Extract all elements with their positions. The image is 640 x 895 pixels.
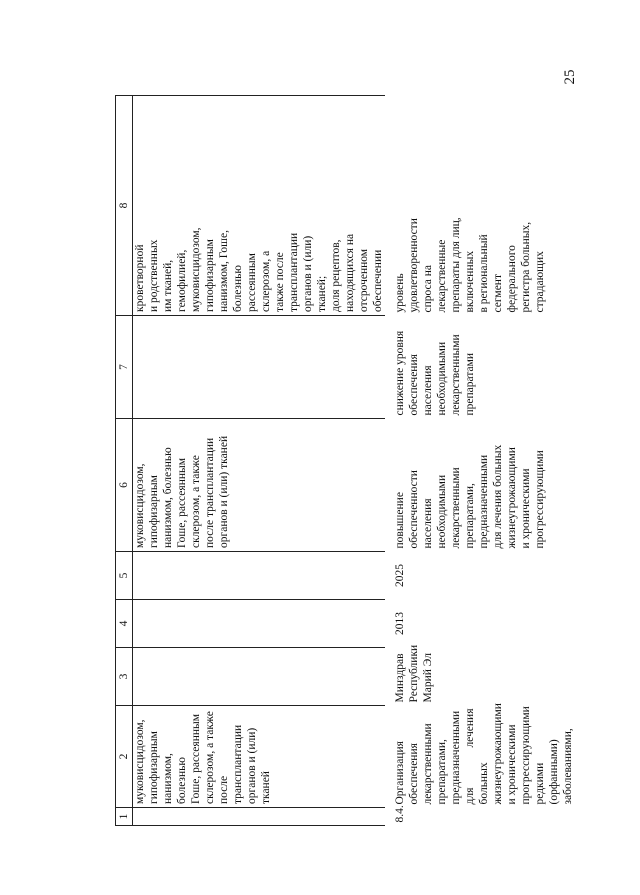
table-cell: 2025	[394, 564, 406, 587]
table-cell: уровень удовлетворенности спроса на лекарственные препараты для лиц, включенных в региональный сегмент федерального регистра больных, страдающих	[394, 217, 546, 313]
table-row-8-4	[385, 96, 575, 826]
table-cell: Минздрав Республики Марий Эл	[394, 644, 434, 703]
table-cell	[133, 316, 386, 419]
rotated-table-container	[115, 96, 595, 826]
table-cell	[133, 600, 386, 648]
page-number: 25	[562, 69, 578, 85]
table-cell: 2013	[394, 612, 406, 635]
table-cell	[133, 552, 386, 600]
table-row-continuation	[133, 96, 386, 826]
table-cell: муковисцидозом, гипофизарным нанизмом, болезнью Гоше, рассеянным склерозом, а также после трансплантации органов и (или) тканей	[133, 419, 386, 552]
column-header-5: 5	[116, 552, 133, 600]
column-header-7: 7	[116, 316, 133, 419]
column-header-3: 3	[116, 648, 133, 706]
program-measures-table	[115, 95, 575, 826]
table-cell: повышение обеспеченности населения необходимыми лекарственными препаратами, предназначенными для лечения больных жизнеугрожающими и хроническими прогрессирующими	[394, 444, 546, 549]
table-cell	[133, 808, 386, 826]
table-cell: муковисцидозом, гипофизарным нанизмом, болезнью Гоше, рассеянным склерозом, а также после трансплантации органов и (или) тканей	[133, 706, 386, 808]
table-cell: снижение уровня обеспечения населения необходимыми лекарственными препаратами	[394, 330, 476, 416]
column-header-2: 2	[116, 706, 133, 808]
column-header-1: 1	[116, 808, 133, 826]
column-header-6: 6	[116, 419, 133, 552]
table-cell	[133, 648, 386, 706]
table-cell: кроветворной и родственных им тканей, гемофилией, муковисцидозом, гипофизарным нанизмом, Гоше, болезнью рассеянным склерозом, а также после трансплантации органов и (или) тканей; доля рецептов, находящихся на отсроченном обеспечении	[133, 96, 386, 316]
column-header-8: 8	[116, 96, 133, 316]
row-number: 8.4.	[394, 805, 406, 823]
column-header-4: 4	[116, 600, 133, 648]
table-cell: Организация обеспечения лекарственными препаратами, предназначенными для лечения больных жизнеугрожающими и хроническими прогрессирующими редкими (орфанными) заболеваниями,	[394, 703, 574, 805]
header-row	[116, 96, 133, 826]
